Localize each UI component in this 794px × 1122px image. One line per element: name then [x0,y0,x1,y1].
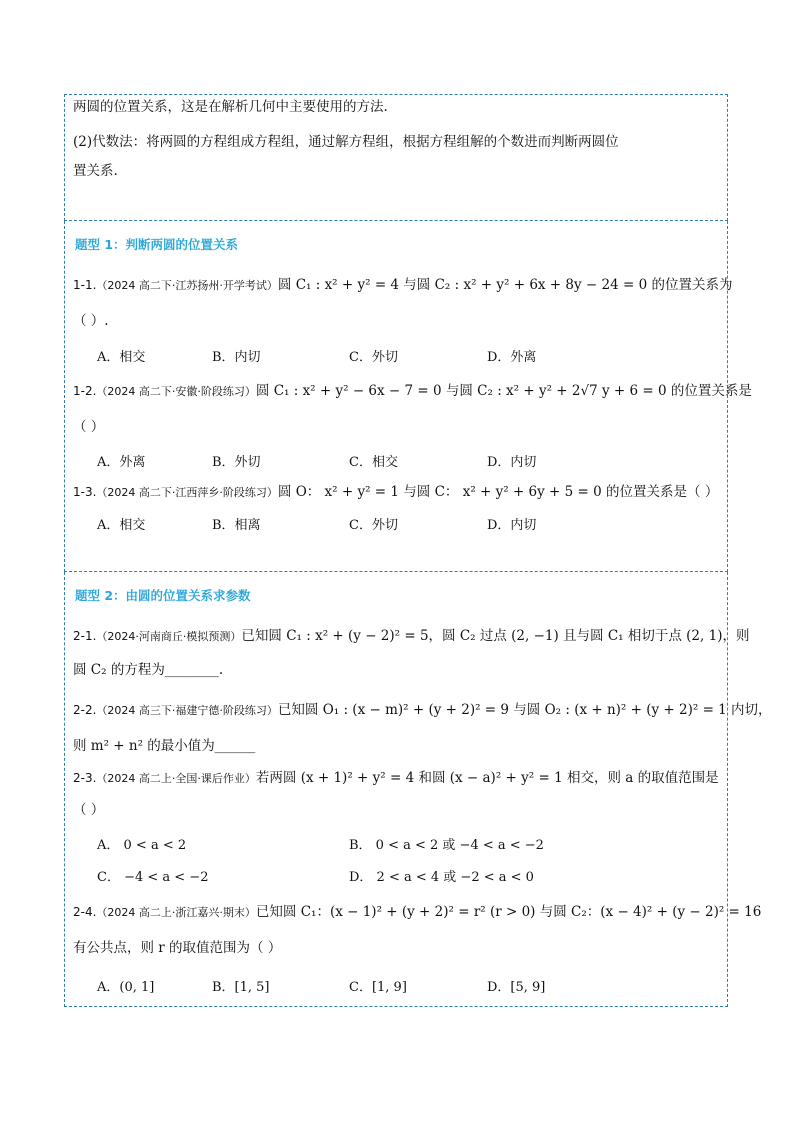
intro-box [64,94,728,221]
question-2-3-stem-cont: （ ） [73,802,105,818]
question-2-4-stem-cont: 有公共点，则 r 的取值范围为（ ） [73,940,282,956]
question-1-1-stem-cont: （ ）. [73,313,109,329]
question-2-2 [73,700,772,721]
question-2-4 [73,902,761,923]
question-stem: 圆 C₁ : x² + y² − 6x − 7 = 0 与圆 C₂ : x² + y² + 2√7 y + 6 = 0 的位置关系是 [255,383,752,399]
section-2-box [64,572,772,1007]
question-stem: 已知圆 O₁ : (x − m)² + (y + 2)² = 9 与圆 O₂ : (x + n)² + (y + 2)² = 1 内切， [277,702,772,718]
question-source: （2024 高三下·福建宁德·阶段练习） [96,704,278,717]
question-1-1 [73,275,732,296]
option-d[interactable]: D．外离 [487,350,537,365]
question-1-2 [73,381,752,402]
option-a[interactable]: A．相交 [97,518,146,533]
question-source: （2024 高二下·江苏扬州·开学考试） [96,279,278,292]
option-d[interactable]: D．内切 [487,518,537,533]
option-a[interactable]: A． 0 < a < 2 [97,838,187,853]
question-2-1-stem-cont: 圆 C₂ 的方程为________. [73,662,224,678]
question-number: 2-4. [73,905,97,919]
option-b[interactable]: B． 0 < a < 2 或 −4 < a < −2 [349,838,544,853]
question-2-3 [73,768,719,789]
option-d[interactable]: D． 2 < a < 4 或 −2 < a < 0 [349,870,534,885]
question-2-2-stem-cont: 则 m² + n² 的最小值为______ [73,738,256,754]
question-2-1 [73,626,749,647]
option-a[interactable]: A．外离 [97,455,146,470]
section-1-heading: 题型 1：判断两圆的位置关系 [75,237,239,252]
option-b[interactable]: B．[1, 5] [212,980,270,995]
option-c[interactable]: C．相交 [349,455,398,470]
option-c[interactable]: C． −4 < a < −2 [97,870,209,885]
option-d[interactable]: D．内切 [487,455,537,470]
option-b[interactable]: B．外切 [212,455,261,470]
question-stem: 若两圆 (x + 1)² + y² = 4 和圆 (x − a)² + y² = 1 相交，则 a 的取值范围是 [255,770,719,786]
question-source: （2024 高二下·江西萍乡·阶段练习） [96,486,278,499]
question-source: （2024 高二上·全国·课后作业） [96,772,256,785]
question-source: （2024 高二下·安徽·阶段练习） [96,385,256,398]
question-number: 2-3. [73,771,97,785]
question-stem: 圆 C₁ : x² + y² = 4 与圆 C₂ : x² + y² + 6x + 8y − 24 = 0 的位置关系为 [277,277,733,293]
option-c[interactable]: C．外切 [349,350,398,365]
option-b[interactable]: B．相离 [212,518,261,533]
question-1-2-stem-cont: （ ） [73,419,105,435]
question-source: （2024 高二上·浙江嘉兴·期末） [96,906,256,919]
option-c[interactable]: C．[1, 9] [349,980,407,995]
question-source: （2024·河南商丘·模拟预测） [96,630,242,643]
question-stem: 圆 O： x² + y² = 1 与圆 C： x² + y² + 6y + 5 = 0 的位置关系是（ ） [277,484,719,500]
option-b[interactable]: B．内切 [212,350,261,365]
intro-line-1: 两圆的位置关系，这是在解析几何中主要使用的方法. [73,99,388,115]
question-number: 1-2. [73,384,97,398]
option-a[interactable]: A．相交 [97,350,146,365]
intro-line-2: (2)代数法：将两圆的方程组成方程组，通过解方程组，根据方程组解的个数进而判断两圆位 [73,134,619,150]
option-a[interactable]: A．(0, 1] [97,980,155,995]
option-c[interactable]: C．外切 [349,518,398,533]
option-d[interactable]: D．[5, 9] [487,980,546,995]
question-stem: 已知圆 C₁ : x² + (y − 2)² = 5，圆 C₂ 过点 (2, −1) 且与圆 C₁ 相切于点 (2, 1)，则 [241,628,750,644]
intro-line-3: 置关系. [73,163,118,179]
question-number: 1-3. [73,485,97,499]
section-1-box [64,221,752,572]
question-number: 2-1. [73,629,97,643]
section-2-heading: 题型 2：由圆的位置关系求参数 [75,588,251,603]
question-number: 2-2. [73,703,97,717]
question-number: 1-1. [73,278,97,292]
question-1-3 [73,482,718,503]
question-stem: 已知圆 C₁：(x − 1)² + (y + 2)² = r² (r > 0) 与圆 C₂：(x − 4)² + (y − 2)² = 16 [255,904,762,920]
